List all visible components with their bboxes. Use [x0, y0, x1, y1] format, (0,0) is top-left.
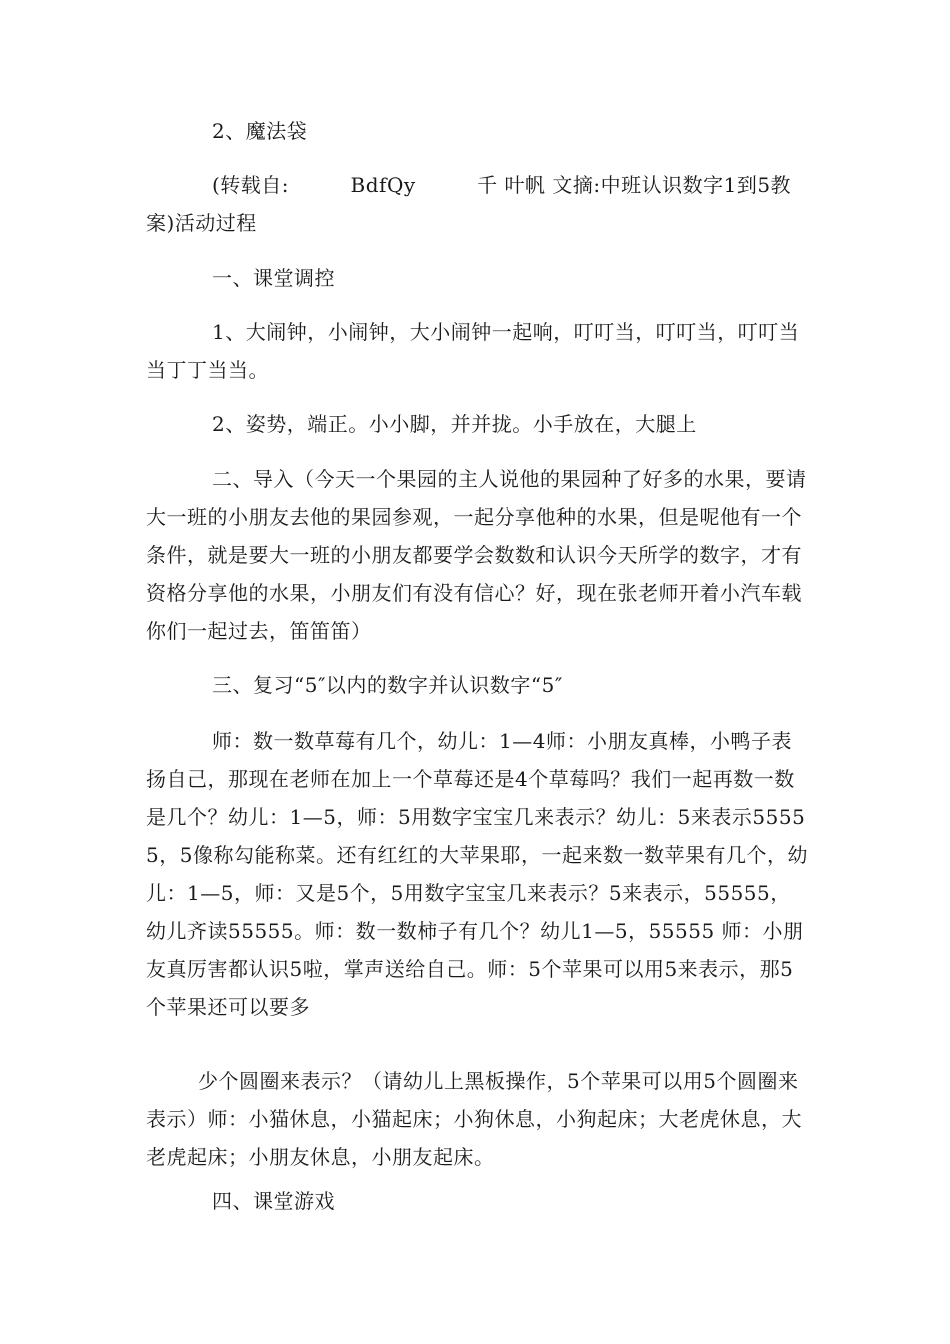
paragraph-alarm-clock: 1、大闹钟，小闹钟，大小闹钟一起响，叮叮当，叮叮当，叮叮当当丁丁当当。	[146, 320, 800, 382]
paragraph-circle-representation: 少个圆圈来表示？（请幼儿上黑板操作，5个苹果可以用5个圆圈来表示）师：小猫休息，小猫起床；小狗休息，小狗起床；大老虎休息，大老虎起床；小朋友休息，小朋友起床。	[146, 1069, 802, 1169]
paragraph-source-note: (转载自: BdfQy 千 叶帆 文摘:中班认识数字1到5教案)活动过程	[146, 173, 792, 235]
heading-class-game: 四、课堂游戏	[212, 1189, 335, 1213]
heading-review-number-five: 三、复习“5″以内的数字并认识数字“5″	[212, 673, 563, 697]
paragraph-magic-bag: 2、魔法袋	[212, 119, 308, 143]
paragraph-introduction: 二、导入（今天一个果园的主人说他的果园种了好多的水果，要请大一班的小朋友去他的果园参观，一起分享他种的水果，但是呢他有一个条件，就是要大一班的小朋友都要学会数数和认识今天所学的数字，才有资格分享他的水果，小朋友们有没有信心？好，现在张老师开着小汽车载你们一起过去，笛笛笛）	[146, 467, 807, 643]
heading-class-control: 一、课堂调控	[212, 266, 335, 290]
paragraph-posture: 2、姿势，端正。小小脚，并并拢。小手放在，大腿上	[212, 412, 697, 436]
paragraph-counting-dialogue: 师：数一数草莓有几个，幼儿：1—4师：小朋友真棒，小鸭子表扬自己，那现在老师在加上一个草莓还是4个草莓吗？我们一起再数一数是几个？幼儿：1—5，师：5用数字宝宝几来表示？幼儿：5来表示55555，5像称勾能称菜。还有红红的大苹果耶，一起来数一数苹果有几个，幼儿：1—5，师：又是5个，5用数字宝宝几来表示？5来表示，55555，幼儿齐读55555。师：数一数柿子有几个？幼儿1—5，55555 师：小朋友真厉害都认识5啦，掌声送给自己。师：5个苹果可以用5来表示，那5个苹果还可以要多	[146, 729, 808, 1019]
